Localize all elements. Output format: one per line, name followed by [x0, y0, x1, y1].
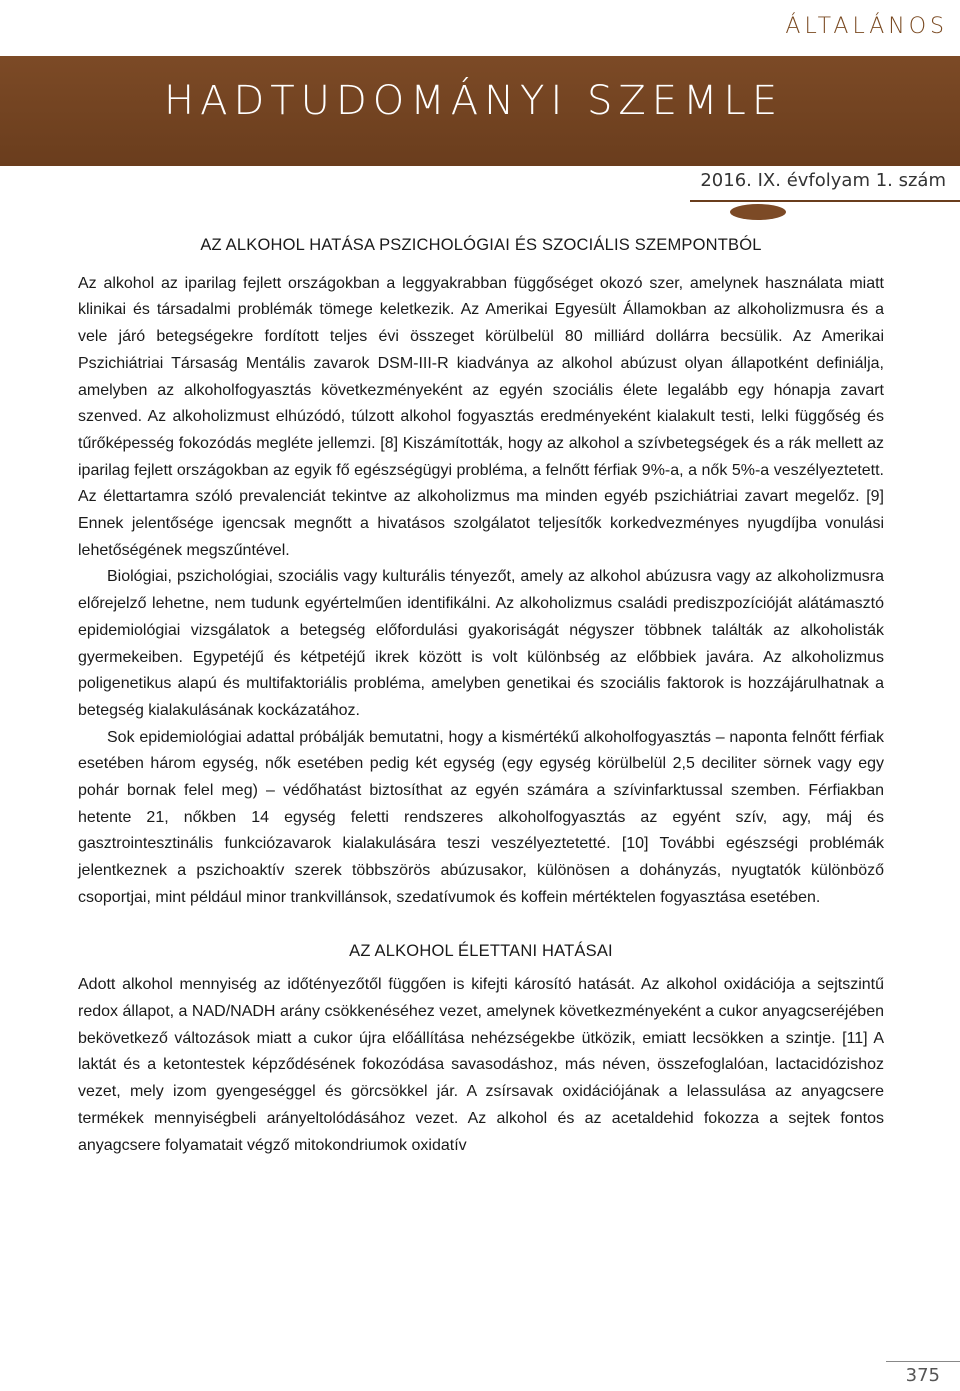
paragraph: Az alkohol az iparilag fejlett országokban a leggyakrabban függőséget okozó szer, amelynek használata miatt klinikai és társadalmi problémák tömege keletkezik. Az Amerikai Egyesült Államokban az alkoholizmusra és a vele járó betegségekre fordított teljes évi összeget körülbelül 80 milliárd dollárra becsülik. Az Amerikai Pszichiátriai Társaság Mentális zavarok DSM-III-R kiadványa az alkohol abúzust olyan állapotként definiálja, amelyben az alkoholfogyasztás következményeként az egyén szociális élete legalább egy hónapja zavart szenved. Az alkoholizmust elhúzódó, túlzott alkohol fogyasztás eredményeként kialakult testi, lelki függőség és tűrőképesség fokozódás megléte jellemzi. [8] Kiszámították, hogy az alkohol a szívbetegségek és a rák mellett az iparilag fejlett országokban az egyik fő egészségügyi probléma, a felnőtt férfiak 9%-a, a nők 5%-a veszélyeztetett. Az élettartamra szóló prevalenciát tekintve az alkoholizmus ma minden egyéb pszichiátriai zavart megelőz. [9] Ennek jelentősége igencsak megnőtt a hivatásos szolgálatot teljesítők korkedvezményes nyugdíjba vonulási lehetőségének megszűntével. [78, 274, 884, 559]
section-heading-physiological: AZ ALKOHOL ÉLETTANI HATÁSAI [349, 941, 613, 960]
section-category: ÁLTALÁNOS [785, 14, 948, 39]
issue-info: 2016. IX. évfolyam 1. szám [700, 170, 946, 191]
page-number: 375 [905, 1365, 940, 1386]
paragraph: Biológiai, pszichológiai, szociális vagy kulturális tényezőt, amely az alkohol abúzusra vagy az alkoholizmusra előrejelző lehetne, nem tudunk egyértelműen identifikálni. Az alkoholizmus családi prediszpozícióját alátámasztó epidemiológiai vizsgálatok a betegség előfordulási gyakoriságát négyszer többnek találták az alkoholisták gyermekeiben. Egypetéjű és kétpetéjű ikrek között is volt különbség az előbbiek javára. Az alkoholizmus poligenetikus alapú és multifaktoriális probléma, amelyben genetikai és szociális faktorok is hozzájárulhatnak a betegség kialakulásának kockázatához. [78, 568, 884, 719]
journal-title: HADTUDOMÁNYI SZEMLE [164, 78, 784, 124]
section-heading-psychological: AZ ALKOHOL HATÁSA PSZICHOLÓGIAI ÉS SZOCIÁLIS SZEMPONTBÓL [200, 236, 762, 254]
article-body [78, 232, 884, 1159]
paragraph: Adott alkohol mennyiség az időtényezőtől függően is kifejti károsító hatását. Az alkohol oxidációja a sejtszintű redox állapot, a NAD/NADH arány csökkenéséhez vezet, amelynek következményeként a cukor anyagcseréjében bekövetkező változások miatt a cukor újra előállítása nehézségekbe ütközik, emiatt lecsökken a szintje. [11] A laktát és a ketontestek képződésének fokozódása savasodáshoz, más néven, összefoglalóan, lactacidózishoz vezet, mely izom gyengeséggel és görcsökkel jár. A zsírsavak oxidációjának a lelassulása az anyagcsere termékek mennyiségbeli arányeltolódásához vezet. Az alkohol és az acetaldehid fokozza a sejtek fontos anyagcsere folyamatait végző mitokondriumok oxidatív [78, 976, 884, 1154]
footer-divider [886, 1361, 960, 1362]
paragraph: Sok epidemiológiai adattal próbálják bemutatni, hogy a kismértékű alkoholfogyasztás – naponta felnőtt férfiak esetében három egység, nők esetében pedig két egység (egy egység körülbelül 2,5 deciliter sörnek vagy egy pohár bornak felel meg) – védőhatást biztosíthat az egyén számára a szívinfarktussal szemben. Férfiakban hetente 21, nőkben 14 egység feletti rendszeres alkoholfogyasztás az egyént szív, agy, máj és gasztrointesztinális funkciózavarok kialakulására teszi veszélyeztetetté. [10] További egészségi problémák jelentkeznek a pszichoaktív szerek többszörös abúzusakor, különösen a dohányzás, nyugtatók különböző csoportjai, mint például minor trankvillánsok, szedatívumok és koffein mértéktelen fogyasztása esetében. [78, 728, 884, 906]
decorative-ornament [730, 204, 786, 220]
journal-masthead [0, 56, 960, 166]
header-divider [690, 200, 960, 202]
